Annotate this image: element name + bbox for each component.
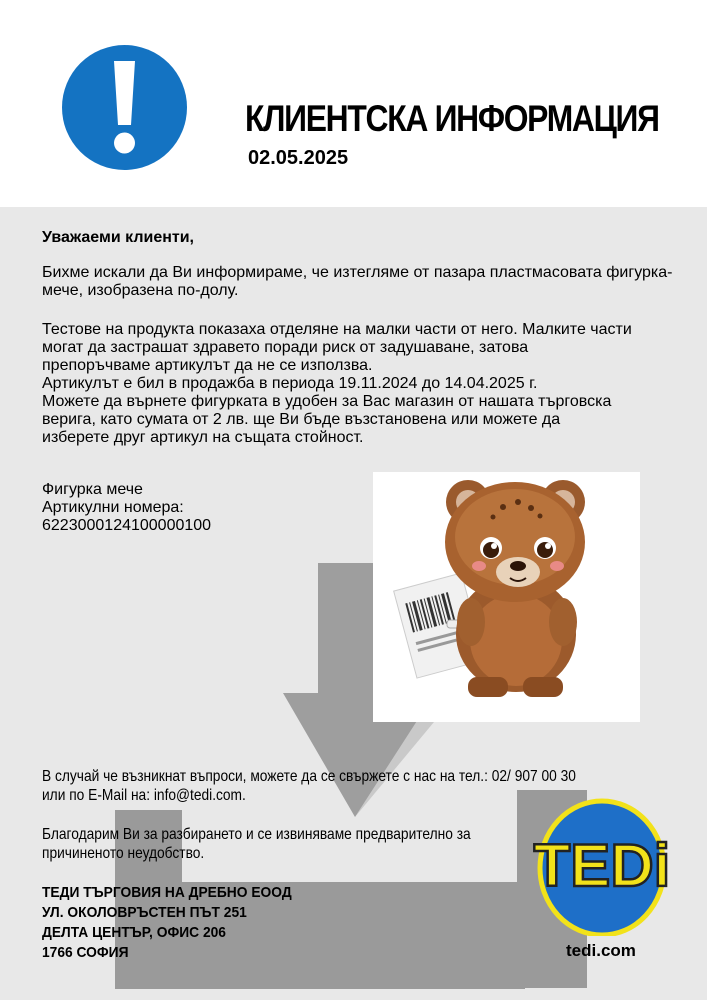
details-line: могат да застрашат здравето поради риск от задушаване, затова bbox=[42, 339, 529, 356]
product-name: Фигурка мече bbox=[42, 481, 143, 498]
tedi-logo bbox=[527, 796, 677, 936]
intro-paragraph: Бихме искали да Ви информираме, че изтегляме от пазара пластмасовата фигурка-мече, изобразена по-долу. bbox=[42, 264, 673, 299]
product-photo bbox=[373, 472, 640, 722]
details-line: верига, като сумата от 2 лв. ще Ви бъде възстановена или можете да bbox=[42, 411, 561, 428]
contact-phone-line: В случай че възникнат въпроси, можете да се свържете с нас на тел.: 02/ 907 00 30 bbox=[42, 768, 576, 785]
details-line: Артикулът е бил в продажба в периода 19.11.2024 до 14.04.2025 г. bbox=[42, 375, 538, 392]
product-info bbox=[42, 481, 211, 535]
company-street: УЛ. ОКОЛОВРЪСТЕН ПЪТ 251 bbox=[42, 904, 247, 921]
logo-text: TEDi bbox=[533, 832, 671, 899]
company-city: 1766 СОФИЯ bbox=[42, 944, 129, 961]
page-title: КЛИЕНТСКА ИНФОРМАЦИЯ bbox=[245, 98, 659, 139]
date: 02.05.2025 bbox=[248, 147, 349, 169]
article-label: Артикулни номера: bbox=[42, 499, 184, 516]
thanks-line: причиненото неудобство. bbox=[42, 845, 205, 862]
details-paragraph bbox=[42, 321, 682, 447]
article-number: 6223000124100000100 bbox=[42, 517, 212, 534]
company-name: ТЕДИ ТЪРГОВИЯ НА ДРЕБНО ЕООД bbox=[42, 884, 292, 901]
website-link[interactable]: tedi.com bbox=[566, 941, 636, 960]
company-building: ДЕЛТА ЦЕНТЪР, ОФИС 206 bbox=[42, 924, 226, 941]
bear-figurine-image bbox=[373, 472, 640, 722]
company-address bbox=[42, 883, 292, 963]
greeting: Уважаеми клиенти, bbox=[42, 229, 194, 246]
details-line: Можете да върнете фигурката в удобен за Вас магазин от нашата търговска bbox=[42, 393, 612, 410]
contact-email-line: или по E-Mail на: info@tedi.com. bbox=[42, 787, 246, 804]
details-line: Тестове на продукта показаха отделяне на малки части от него. Малките части bbox=[42, 321, 632, 338]
details-line: препоръчваме артикулът да не се използва. bbox=[42, 357, 373, 374]
thanks-line: Благодарим Ви за разбирането и се извиняваме предварително за bbox=[42, 826, 471, 843]
details-line: изберете друг артикул на същата стойност. bbox=[42, 429, 364, 446]
